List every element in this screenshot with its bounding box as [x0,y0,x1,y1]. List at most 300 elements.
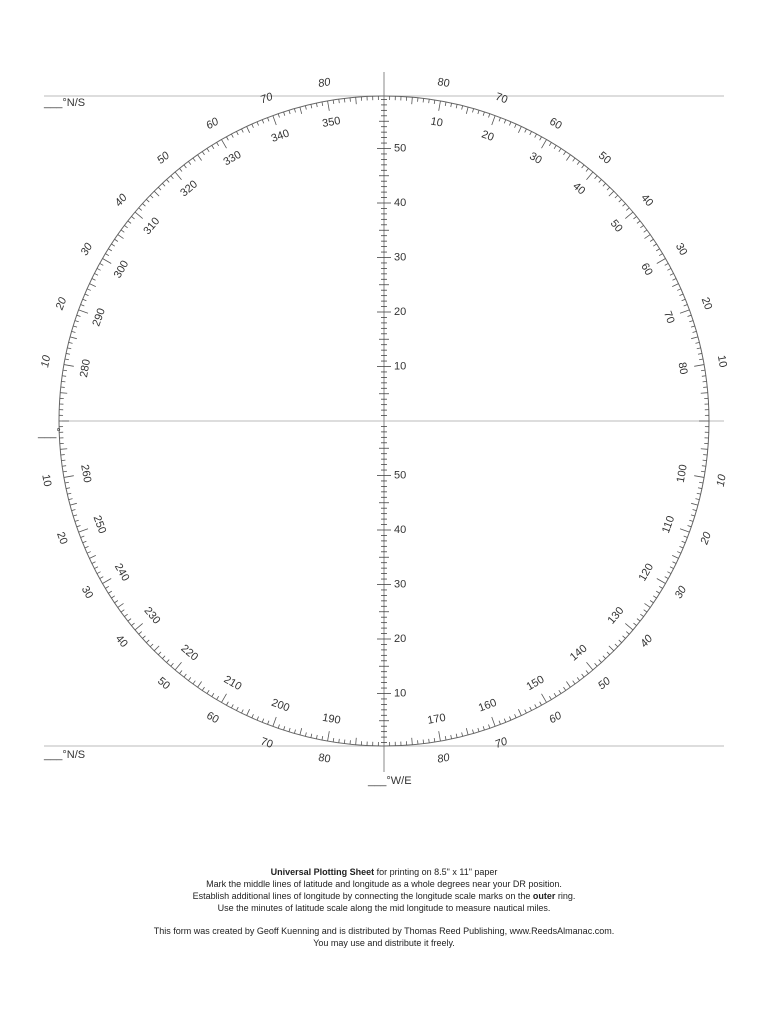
degree-tick [445,102,446,106]
degree-tick [456,104,457,108]
degree-tick [284,112,285,116]
outer-scale-label-ne: 30 [672,241,690,258]
compass-degree-label: 350 [321,115,342,131]
degree-tick [667,268,671,270]
degree-tick [688,315,692,316]
degree-tick [429,739,430,743]
degree-tick [702,376,706,377]
degree-tick [236,131,238,135]
degree-tick [607,652,610,655]
degree-tick [644,235,650,239]
compass-degree-label: 220 [178,642,201,664]
degree-tick [549,142,551,145]
degree-tick [69,342,73,343]
degree-tick [472,109,473,113]
compass-degree-label: 310 [141,215,163,238]
degree-tick [135,212,143,218]
degree-tick [434,100,435,104]
degree-tick [677,552,681,554]
degree-tick [64,476,74,478]
footer-line-2-post: ring. [555,891,576,901]
degree-tick [625,623,633,629]
degree-tick [188,677,190,680]
degree-tick [577,161,579,164]
degree-tick [333,738,334,742]
compass-degree-label: 120 [636,561,657,584]
degree-tick [554,145,556,148]
degree-tick [695,342,699,343]
degree-tick [499,118,500,122]
degree-tick [691,337,698,339]
degree-tick [108,591,111,593]
outer-scale-label-ne: 60 [547,115,564,133]
compass-degree-label: 150 [524,673,547,694]
degree-tick [70,503,77,505]
degree-tick [128,619,131,621]
degree-tick [124,225,127,227]
compass-degree-label: 190 [321,711,342,727]
degree-tick [699,359,703,360]
outer-scale-label-ne: 80 [436,76,451,91]
footer-line-2 [0,890,768,902]
degree-tick [85,546,89,548]
degree-tick [615,195,618,198]
degree-tick [262,719,263,723]
degree-tick [111,244,114,246]
degree-tick [77,315,81,316]
degree-tick [202,687,204,690]
degree-tick [694,365,704,367]
degree-tick [650,239,653,241]
degree-tick [586,172,592,180]
degree-tick [184,674,186,677]
degree-tick [525,129,527,133]
degree-tick [699,482,703,483]
degree-tick [478,728,479,732]
footer-spacer [0,914,768,925]
degree-tick [257,122,259,126]
degree-tick [333,100,334,104]
minute-label-upper: 10 [394,360,407,373]
degree-tick [158,652,161,655]
degree-tick [679,546,683,548]
degree-tick [60,449,67,450]
footer-credit-2: You may use and distribute it freely. [313,938,455,948]
degree-tick [83,299,87,300]
footer-line-1: Mark the middle lines of latitude and longitude as a whole degrees near your DR position. [206,879,562,889]
degree-tick [623,636,626,639]
degree-tick [626,632,629,635]
degree-tick [701,370,705,371]
degree-tick [504,719,505,723]
degree-tick [492,717,495,726]
degree-tick [466,107,468,114]
degree-tick [311,734,312,738]
degree-tick [659,586,662,588]
degree-tick [63,471,67,472]
degree-tick [689,321,693,322]
degree-tick [656,591,659,593]
degree-tick [65,359,69,360]
top-latitude-field[interactable]: ___°N/S [44,97,86,109]
degree-tick [268,118,269,122]
outer-scale-label-nw: 70 [258,90,275,107]
degree-tick [198,681,202,687]
outer-scale-label-nw: 10 [39,354,54,369]
degree-tick [89,555,95,558]
degree-tick [356,738,357,745]
degree-tick [698,353,702,354]
degree-tick [231,134,233,138]
degree-tick [582,165,584,168]
degree-tick [640,614,643,616]
degree-tick [542,694,547,703]
degree-tick [682,299,686,300]
minute-label-lower: 20 [394,632,407,645]
degree-tick [108,249,111,251]
minute-label-upper: 30 [394,251,407,264]
outer-scale-label-nw: 20 [53,295,70,312]
compass-degree-label: 60 [638,261,655,278]
outer-scale-label-nw: 50 [154,149,173,167]
outer-scale-label-se: 30 [672,584,690,601]
compass-degree-label: 10 [429,115,444,130]
degree-tick [518,709,521,715]
degree-tick [657,259,666,264]
degree-tick [701,393,708,394]
degree-tick [637,221,640,223]
compass-degree-label: 280 [78,358,94,379]
degree-tick [665,577,668,579]
degree-tick [609,646,614,651]
footer-line-2-pre: Establish additional lines of longitude by connecting the longitude scale marks on the [192,891,533,901]
degree-tick [644,230,647,232]
degree-tick [489,725,490,729]
degree-tick [131,216,134,219]
degree-tick [188,161,190,164]
degree-tick [77,526,81,527]
degree-tick [566,681,570,687]
outer-scale-label-se: 10 [714,473,729,488]
degree-tick [146,199,149,202]
compass-degree-label: 330 [221,148,244,169]
degree-tick [262,120,263,124]
degree-tick [257,716,259,720]
degree-tick [653,244,656,246]
degree-tick [619,640,622,643]
degree-tick [582,674,584,677]
degree-tick [89,284,95,287]
degree-tick [100,263,103,265]
degree-tick [328,731,330,741]
degree-tick [462,732,463,736]
degree-tick [665,263,668,265]
degree-tick [73,326,77,327]
degree-tick [509,122,511,126]
degree-tick [67,493,71,494]
degree-tick [339,739,340,743]
footer-title-rest: for printing on 8.5" x 11" paper [374,867,498,877]
degree-tick [87,289,91,291]
degree-tick [483,726,484,730]
degree-tick [103,579,112,584]
compass-degree-label: 290 [90,306,108,329]
degree-tick [92,562,96,564]
compass-degree-label: 210 [221,673,244,694]
degree-tick [62,376,66,377]
degree-tick [672,555,678,558]
degree-tick [619,199,622,202]
degree-tick [289,728,290,732]
degree-tick [478,110,479,114]
degree-tick [640,225,643,227]
degree-tick [653,596,656,598]
degree-tick [697,348,701,349]
degree-tick [328,101,330,111]
degree-tick [693,509,697,510]
degree-tick [124,614,127,616]
degree-tick [222,694,227,703]
degree-tick [226,137,228,140]
instructions-footer [0,866,768,949]
bottom-latitude-field[interactable]: ___°N/S [44,749,86,761]
outer-scale-label-se: 40 [638,632,656,650]
degree-tick [577,677,579,680]
degree-tick [184,165,186,168]
degree-tick [252,124,254,128]
degree-tick [252,714,254,718]
degree-tick [146,640,149,643]
minute-label-lower: 10 [394,687,407,700]
degree-tick [673,279,677,281]
degree-tick [231,704,233,708]
compass-degree-label: 260 [78,463,94,484]
degree-tick [198,155,202,161]
outer-scale-label-ne: 20 [698,295,715,312]
degree-tick [247,126,250,132]
outer-scale-label-nw: 40 [112,191,130,210]
degree-tick [554,693,556,696]
degree-tick [300,107,302,114]
degree-tick [128,221,131,223]
degree-tick [644,603,650,607]
degree-tick [586,662,592,670]
outer-scale-label-se: 70 [493,735,510,751]
degree-tick [322,736,323,740]
degree-tick [207,690,209,693]
degree-tick [518,126,521,132]
degree-tick [202,152,204,155]
degree-tick [62,466,66,467]
degree-tick [535,134,537,138]
degree-tick [72,509,76,510]
degree-tick [633,623,636,626]
degree-tick [85,294,89,296]
compass-degree-label: 110 [659,514,678,535]
degree-tick [81,536,85,537]
degree-tick [73,515,77,516]
outer-scale-label-nw: 30 [78,241,96,258]
outer-scale-label-se: 80 [436,751,451,766]
degree-tick [171,176,174,179]
degree-tick [680,310,689,313]
degree-tick [142,204,145,207]
mid-longitude-field[interactable]: ___° [38,427,61,439]
degree-tick [94,567,98,569]
degree-tick [356,97,357,104]
degree-tick [599,660,602,663]
degree-tick [535,704,537,708]
degree-tick [289,110,290,114]
compass-degree-label: 70 [661,309,677,326]
degree-tick [294,730,295,734]
degree-tick [698,488,702,489]
degree-tick [217,696,219,699]
degree-tick [657,579,666,584]
degree-tick [525,710,527,714]
minute-label-lower: 40 [394,523,407,536]
degree-tick [305,106,306,110]
degree-tick [87,552,91,554]
degree-tick [492,116,495,125]
outer-scale-label-sw: 60 [204,709,221,727]
degree-tick [268,721,269,725]
degree-tick [439,101,441,111]
degree-tick [139,208,142,211]
degree-tick [300,728,302,735]
degree-tick [603,656,606,659]
degree-tick [607,187,610,190]
degree-tick [278,114,279,118]
degree-tick [542,140,547,149]
compass-degree-label: 170 [426,711,447,727]
degree-tick [701,449,708,450]
outer-scale-label-nw: 60 [204,115,221,133]
degree-tick [650,601,653,603]
degree-tick [158,187,161,190]
degree-tick [154,646,159,651]
compass-degree-label: 80 [675,361,690,376]
degree-tick [175,662,181,670]
outer-scale-label-ne: 50 [595,149,614,167]
degree-tick [212,145,214,148]
degree-tick [689,520,693,521]
degree-tick [595,663,598,666]
degree-tick [672,284,678,287]
degree-tick [466,728,468,735]
degree-tick [540,702,542,705]
degree-tick [179,670,182,673]
degree-tick [670,567,674,569]
compass-degree-label: 130 [605,604,627,627]
degree-tick [515,714,517,718]
degree-tick [626,208,629,211]
degree-tick [75,321,79,322]
degree-tick [697,493,701,494]
compass-degree-label: 140 [567,642,590,664]
degree-tick [694,476,704,478]
degree-tick [94,273,98,275]
degree-tick [695,499,699,500]
degree-tick [456,734,457,738]
degree-tick [67,348,71,349]
degree-tick [445,736,446,740]
degree-tick [305,732,306,736]
outer-scale-label-ne: 40 [638,191,656,210]
degree-tick [564,687,566,690]
degree-tick [118,235,124,239]
degree-tick [559,690,561,693]
bottom-longitude-field[interactable]: ___°W/E [368,775,412,787]
degree-tick [64,365,74,367]
degree-tick [489,114,490,118]
compass-degree-label: 300 [111,258,132,281]
footer-credit-1: This form was created by Geoff Kuenning and is distributed by Thomas Reed Publishing, www.ReedsAlmanac.com. [153,926,615,936]
outer-scale-label-sw: 10 [39,473,54,488]
outer-scale-label-nw: 80 [317,76,332,91]
degree-tick [75,520,79,521]
outer-scale-label-se: 20 [698,530,714,547]
degree-tick [193,158,195,161]
degree-tick [462,106,463,110]
degree-tick [121,230,124,232]
degree-tick [226,702,228,705]
degree-tick [242,129,244,133]
degree-tick [599,179,602,182]
degree-tick [451,103,452,107]
degree-tick [615,644,618,647]
degree-tick [573,681,575,684]
minute-label-upper: 50 [394,142,407,155]
compass-degree-label: 200 [269,696,292,715]
footer-title-bold: Universal Plotting Sheet [270,867,375,877]
degree-tick [586,670,589,673]
degree-tick [150,644,153,647]
degree-tick [670,273,674,275]
degree-tick [509,716,511,720]
degree-tick [656,249,659,251]
degree-tick [637,619,640,621]
degree-tick [118,603,124,607]
footer-line-3: Use the minutes of latitude scale along the mid longitude to measure nautical miles. [217,903,551,913]
compass-degree-label: 320 [178,178,201,200]
degree-tick [679,294,683,296]
degree-tick [595,176,598,179]
degree-tick [66,353,70,354]
degree-tick [429,99,430,103]
degree-tick [530,707,532,711]
outer-scale-label-sw: 20 [54,530,70,547]
degree-tick [193,681,195,684]
degree-tick [623,204,626,207]
outer-scale-label-sw: 50 [155,675,173,693]
degree-tick [515,124,517,128]
degree-tick [434,738,435,742]
degree-tick [701,471,705,472]
outer-scale-label-se: 60 [547,709,564,727]
footer-title [0,866,768,878]
degree-tick [603,183,606,186]
degree-tick [121,610,124,612]
degree-tick [115,601,118,603]
degree-tick [673,562,677,564]
degree-tick [150,195,153,198]
degree-tick [472,730,473,734]
degree-tick [339,99,340,103]
outer-scale-label-sw: 80 [317,751,332,766]
minute-label-lower: 50 [394,469,407,482]
degree-tick [644,610,647,612]
